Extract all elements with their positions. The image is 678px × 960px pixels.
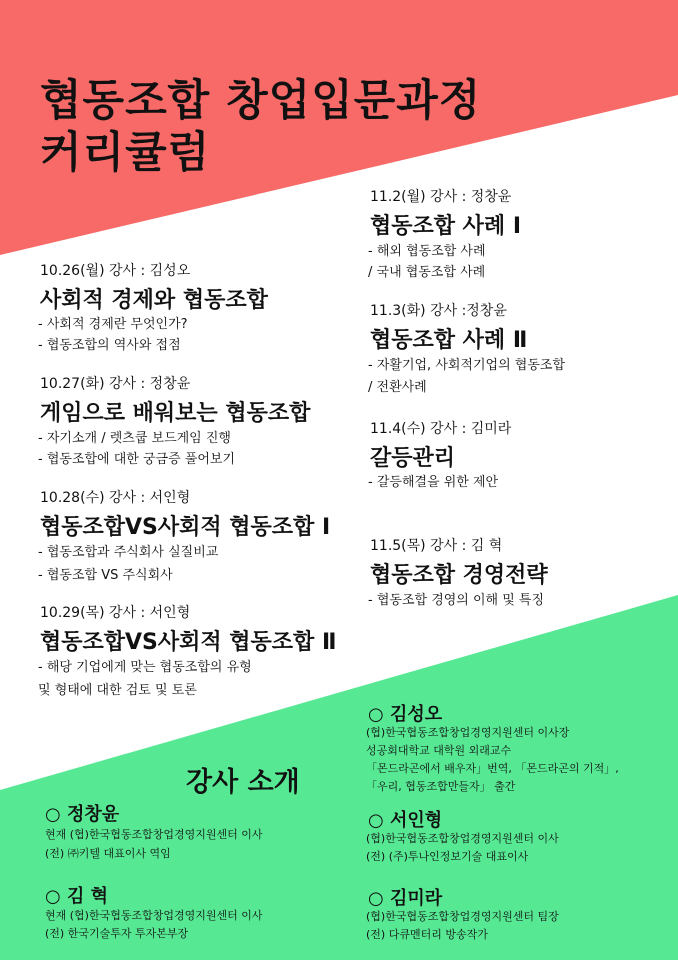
session-item: - 협동조합 VS 주식회사 (38, 568, 173, 583)
session-header: 10.27(화) 강사 : 정창윤 (40, 376, 191, 392)
session-item: - 협동조합에 대한 궁금증 풀어보기 (38, 452, 236, 467)
session-item: / 국내 협동조합 사례 (368, 265, 486, 280)
instructor-name: ○ 김 혁 (45, 886, 109, 907)
session-title: 갈등관리 (370, 446, 456, 471)
session-header: 11.5(목) 강사 : 김 혁 (370, 538, 503, 554)
session-title: 협동조합 사례 Ⅰ (370, 214, 522, 239)
session-item: - 갈등해결을 위한 제안 (368, 475, 499, 490)
session-title: 협동조합 경영전략 (370, 563, 548, 588)
session-item: - 해당 기업에게 맞는 협동조합의 유형 (38, 660, 252, 675)
session-title: 게임으로 배워보는 협동조합 (40, 401, 311, 426)
instructor-desc: 「몬드라곤에서 배우자」번역, 「몬드라곤의 기적」, (366, 762, 619, 775)
instructor-desc: 「우리, 협동조합만들자」 출간 (366, 780, 516, 793)
session-header: 10.28(수) 강사 : 서인형 (40, 490, 191, 506)
instructor-desc: (협)한국협동조합창업경영지원센터 이사장 (366, 726, 570, 739)
session-item: / 전환사례 (368, 380, 427, 395)
instructor-desc: (협)한국협동조합창업경영지원센터 팀장 (366, 910, 559, 923)
instructor-desc: (전) ㈜키텔 대표이사 역임 (45, 847, 171, 860)
session-header: 11.4(수) 강사 : 김미라 (370, 421, 512, 437)
session-item: - 자활기업, 사회적기업의 협동조합 (368, 358, 566, 373)
instructor-desc: 성공회대학교 대학원 외래교수 (366, 744, 512, 757)
session-header: 11.2(월) 강사 : 정창윤 (370, 189, 512, 205)
session-item: - 협동조합의 역사와 접점 (38, 338, 181, 353)
session-item: - 사회적 경제란 무엇인가? (38, 317, 188, 332)
session-title: 협동조합VS사회적 협동조합 Ⅰ (40, 515, 331, 540)
session-header: 11.3(화) 강사 :정창윤 (370, 303, 507, 319)
session-header: 10.26(월) 강사 : 김성오 (40, 263, 191, 279)
session-title: 협동조합 사례 Ⅱ (370, 328, 528, 353)
instructor-desc: 현재 (협)한국협동조합창업경영지원센터 이사 (45, 909, 263, 922)
page-title-line2: 커리큘럼 (40, 128, 211, 178)
session-item: - 자기소개 / 렛츠쿱 보드게임 진행 (38, 431, 231, 446)
session-item: 및 형태에 대한 검토 및 토론 (38, 683, 197, 698)
session-title: 사회적 경제와 협동조합 (40, 288, 268, 313)
instructor-desc: 현재 (협)한국협동조합창업경영지원센터 이사 (45, 828, 263, 841)
page-title-line1: 협동조합 창업입문과정 (40, 76, 482, 126)
session-title: 협동조합VS사회적 협동조합 Ⅱ (40, 630, 337, 655)
instructor-desc: (전) 한국기술투자 투자본부장 (45, 927, 189, 940)
session-item: - 협동조합 경영의 이해 및 특징 (368, 593, 545, 608)
session-item: - 협동조합과 주식회사 실질비교 (38, 545, 219, 560)
instructor-desc: (협)한국협동조합창업경영지원센터 이사 (366, 832, 559, 845)
instructors-section-title: 강사 소개 (186, 767, 300, 798)
session-header: 10.29(목) 강사 : 서인형 (40, 605, 191, 621)
instructor-desc: (전) 다큐멘터리 방송작가 (366, 928, 488, 941)
instructor-desc: (전) (주)투나인정보기술 대표이사 (366, 850, 529, 863)
instructor-name: ○ 서인형 (368, 810, 443, 831)
instructor-name: ○ 정창윤 (45, 804, 120, 825)
session-item: - 해외 협동조합 사례 (368, 244, 486, 259)
instructor-name: ○ 김미라 (368, 888, 443, 909)
instructor-name: ○ 김성오 (368, 704, 443, 725)
